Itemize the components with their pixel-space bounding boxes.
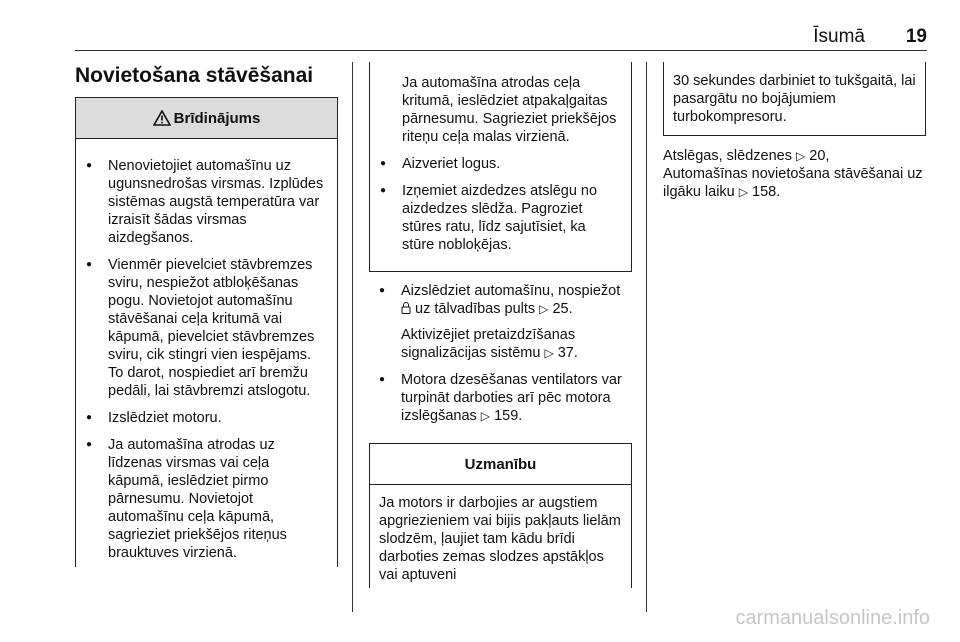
watermark: carmanualsonline.info [735,607,930,629]
reference-arrow-icon: ▷ [480,409,491,423]
reference-arrow-icon: ▷ [738,185,749,199]
warning-triangle-icon [153,110,171,126]
step-para-text: Aktivizējiet pretaizdzīšanas signalizācijas sistēmu [401,327,576,361]
warning-title: Brīdinājums [173,109,261,127]
header-title: Īsumā [813,26,865,47]
list-item: ● Nenovietojiet automašīnu uz ugunsnedrošas virsmas. Izplūdes sistēmas augstā temperatūra var izraisīt šādas virsmas aizdegšanos. [76,157,327,247]
reference-arrow-icon: ▷ [544,346,554,360]
lock-icon [401,301,411,314]
list-item: ● Ja automašīna atrodas uz līdzenas virsmas vai ceļa kāpumā, ieslēdziet pirmo pārnesumu. Novietojot automašīnu ceļa kāpumā, sagrieziet priekšējos riteņus brauktuves virzienā. [76,436,327,562]
caution-cont: 30 sekundes darbiniet to tukšgaitā, lai pasargātu no bojājumiem turbokompresoru. [673,73,916,125]
references [663,147,933,201]
caution-box [369,443,632,588]
list-item [369,282,632,362]
step-text-tail: uz tālvadības pults [415,301,536,317]
page-reference: 25. [552,301,573,317]
page-reference: 37. [557,345,578,361]
step-text: Motora dzesēšanas ventilators var turpināt darboties arī pēc motora izslēgšanas [401,372,622,424]
list-item: ● Aizveriet logus. [370,155,621,173]
steps-list [369,282,632,434]
caution-body: Ja motors ir darbojies ar augstiem apgriezieniem vai bijis pakļauts lielām slodzēm, ļaujiet tam kādu brīdi darboties zemas slodzes apstākļos vai aptuveni [379,495,621,583]
warning-cont-list [370,155,621,254]
column-divider-1 [352,62,353,612]
reference-text: Atslēgas, slēdzenes [663,148,792,164]
reference-arrow-icon: ▷ [539,302,549,316]
warning-cont-intro: Ja automašīna atrodas ceļa kritumā, ieslēdziet atpakaļgaitas pārnesumu. Sagrieziet priekšējos riteņu ceļa malas virzienā. [402,75,617,145]
page-reference: 159. [494,408,523,424]
column-divider-2 [646,62,647,612]
step-text: Aizslēdziet automašīnu, nospiežot [401,283,621,299]
list-item: ● Vienmēr pievelciet stāvbremzes sviru, nespiežot atbloķēšanas pogu. Novietojot automašīnu stāvēšanai ceļa kritumā vai kāpumā, pievelciet stāvbremzes sviru, cik stingri vien iespējams. To darot, nospiediet arī bremžu pedāli, lai stāvbremzi atslogotu. [76,256,327,400]
section-title: Novietošana stāvēšanai [75,64,314,87]
reference-line [663,165,933,201]
page-number: 19 [905,26,927,47]
reference-arrow-icon: ▷ [796,149,806,163]
step-paragraph [401,326,632,362]
reference-line [663,147,933,165]
page-reference: 158. [752,184,781,200]
list-item [369,371,632,425]
reference-text: Automašīnas novietošana stāvēšanai uz ilgāku laiku [663,166,923,200]
page-header [75,26,927,48]
caution-continuation-box [663,62,926,136]
list-item: ● Izslēdziet motoru. [76,409,327,427]
header-rule [75,50,927,51]
warning-header [76,98,337,139]
page-reference: 20, [809,148,830,164]
warning-continuation-box [369,62,632,272]
warning-list [76,139,337,562]
warning-box [75,97,338,567]
caution-header: Uzmanību [370,444,631,485]
list-item: ● Izņemiet aizdedzes atslēgu no aizdedzes slēdža. Pagroziet stūres ratu, līdz sajutīsiet, ka stūre nobloķējas. [370,182,621,254]
